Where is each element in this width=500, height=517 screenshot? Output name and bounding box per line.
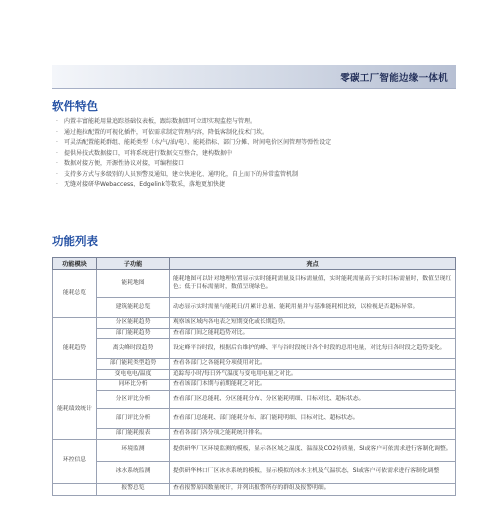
header-subfunction: 子功能 [97, 258, 170, 270]
subfunction-cell: 部门能耗类型趋势 [97, 359, 170, 370]
highlight-cell: 提供研华林口厂区冰水系统的模板，显示模拟的冰水主机及气温状态，SI或客户可依需求进行客制化调整 [170, 461, 456, 483]
header-highlight: 亮点 [170, 258, 456, 270]
table-row [53, 270, 456, 298]
subfunction-cell: 变电电电/温度 [97, 369, 170, 380]
features-heading: 软件特色 [52, 99, 98, 113]
table-row [53, 483, 456, 495]
feature-item [56, 159, 456, 170]
bullet-icon: · [56, 160, 58, 167]
subfunction-cell: 同环比分析 [97, 380, 170, 391]
subfunction-cell: 环境监测 [97, 439, 170, 461]
highlight-cell: 查看报警原因数量统计，并列出报警所存的群组及报警明细。 [170, 483, 456, 495]
highlight-cell: 动态显示实时需量与能耗日/月累计总量、能耗用量并与基准能耗相比较，以检视是否超标异常。 [170, 298, 456, 318]
subfunction-cell: 部门能耗报表 [97, 428, 170, 439]
table-row [53, 318, 456, 329]
bullet-icon: · [56, 139, 58, 146]
highlight-cell: 查看部门间之能耗趋势对比。 [170, 328, 456, 339]
module-cell: 能耗总览 [53, 270, 97, 318]
table-row [53, 328, 456, 339]
feature-list [56, 117, 456, 191]
feature-text: 提供异技式数据接口，可将系统进行数据交互整合，建构数据中 [64, 149, 233, 157]
feature-item [56, 170, 456, 181]
feature-text: 可灵活配置能耗群组、能耗类型（水/气/油/电）、能耗指标、部门分摊、时间电价区间管理等弹性设定 [64, 139, 332, 146]
table-row [53, 369, 456, 380]
bullet-icon: · [56, 170, 58, 178]
feature-item [56, 128, 456, 139]
functions-heading: 功能列表 [52, 234, 98, 248]
highlight-cell: 追踪每小时/每日外气温度与变电用电量之对比。 [170, 369, 456, 380]
module-cell [53, 483, 97, 495]
highlight-cell: 查看部门区总能耗、分区能耗分布、分区能耗明细、目标对比、超标状态。 [170, 390, 456, 408]
module-cell: 环控信息 [53, 439, 97, 483]
bullet-icon: · [56, 149, 58, 157]
subfunction-cell: 分区评比分析 [97, 390, 170, 408]
bullet-icon: · [56, 181, 58, 188]
feature-item [56, 180, 456, 191]
bullet-icon: · [56, 128, 58, 136]
subfunction-cell: 部门能耗趋势 [97, 328, 170, 339]
table-row [53, 461, 456, 483]
highlight-cell: 提供研华厂区环境监测的模板，显示各区域之温度、温湿及CO2待质量，SI或客户可依需求进行客制化调整。 [170, 439, 456, 461]
highlight-cell: 观察该区域内各电表之短期变化或长期趋势。 [170, 318, 456, 329]
feature-text: 通过拖拉配置的可视化插件，可依需求制定管理内容，降低客制化技术门坎。 [64, 128, 269, 136]
feature-text: 内置丰富能耗用量追踪基础仪表板，跟综数据即可立即实现监控与管理。 [64, 118, 257, 125]
table-row [53, 439, 456, 461]
table-row [53, 380, 456, 391]
feature-item [56, 117, 456, 128]
feature-item [56, 149, 456, 160]
subfunction-cell: 冰水系统监测 [97, 461, 170, 483]
highlight-cell: 查看该部门本期与前期能耗之对比。 [170, 380, 456, 391]
table-row [53, 428, 456, 439]
subfunction-cell: 部门评比分析 [97, 408, 170, 428]
subfunction-cell: 建筑能耗总览 [97, 298, 170, 318]
table-row [53, 408, 456, 428]
table-row [53, 359, 456, 370]
highlight-cell: 能耗地图可以针对地理位置显示实时能耗需量及目标需量值，实时能耗需量高于实时目标需量时，数值呈现红色；低于目标需量时，数值呈现绿色。 [170, 270, 456, 298]
highlight-cell: 查看各部门各分项之能耗统计排名。 [170, 428, 456, 439]
bullet-icon: · [56, 118, 58, 125]
product-title: 零碳工厂智能边缘一体机 [340, 73, 448, 84]
function-table [52, 257, 456, 496]
highlight-cell: 设定峰平谷时段，根据后台维护的峰、平与谷时段统计各个时段的总用电量，对比每日各时段之趋势变化。 [170, 339, 456, 359]
highlight-cell: 查看各部门之各能耗分项使用对比。 [170, 359, 456, 370]
header-band [52, 65, 456, 89]
feature-text: 支持多方式与多级别的人员预警及通知，建立快速化、通明化，自上而下的异常监管机制 [64, 170, 299, 178]
table-row [53, 339, 456, 359]
header-module: 功能模块 [53, 258, 97, 270]
subfunction-cell: 报警总览 [97, 483, 170, 495]
table-row [53, 390, 456, 408]
feature-text: 数据对接方便，开源性协议对接，可编程接口 [64, 160, 185, 167]
highlight-cell: 查看部门总能耗、部门能耗分布、部门能耗明细、目标对比、超标状态。 [170, 408, 456, 428]
table-row [53, 298, 456, 318]
module-cell: 能耗绩效统计 [53, 380, 97, 439]
subfunction-cell: 分区能耗趋势 [97, 318, 170, 329]
subfunction-cell: 离尖峰时段趋势 [97, 339, 170, 359]
subfunction-cell: 能耗地图 [97, 270, 170, 298]
table-header-row [53, 258, 456, 270]
module-cell: 能耗趋势 [53, 318, 97, 380]
feature-text: 无缝对接研华Webaccess、Edgelink等数采，落地更加快捷 [64, 181, 226, 188]
feature-item [56, 138, 456, 149]
